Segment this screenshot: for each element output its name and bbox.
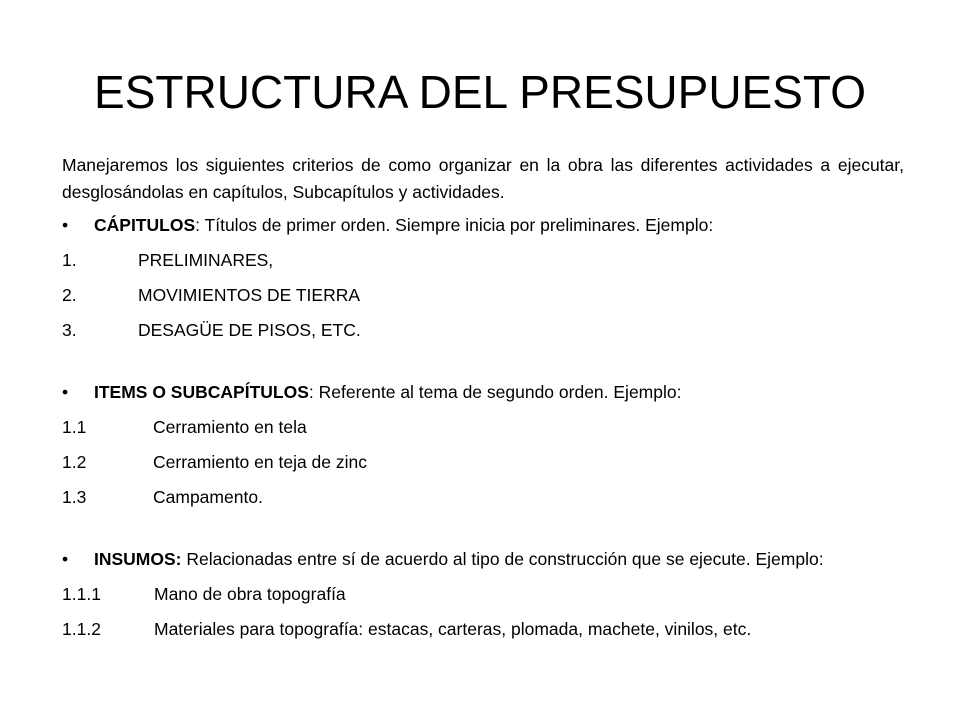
- item-label: Campamento.: [153, 487, 263, 507]
- slide-body: [62, 152, 904, 651]
- bullet-heading: CÁPITULOS: [94, 215, 196, 235]
- item-label: Cerramiento en tela: [153, 417, 307, 437]
- item-label: PRELIMINARES,: [138, 250, 274, 270]
- spacer: [62, 519, 904, 546]
- item-label: Mano de obra topografía: [154, 584, 346, 604]
- item-number: 1.2: [62, 452, 87, 472]
- bullet-icon: •: [62, 215, 69, 235]
- list-item: [62, 414, 904, 441]
- item-label: Cerramiento en teja de zinc: [153, 452, 367, 472]
- bullet-items-subcapitulos: [62, 379, 904, 406]
- list-item: [62, 317, 904, 344]
- item-number: 1.3: [62, 487, 87, 507]
- item-number: 1.1.1: [62, 584, 101, 604]
- bullet-icon: •: [62, 549, 69, 569]
- bullet-text: Relacionadas entre sí de acuerdo al tipo de construcción que se ejecute. Ejemplo:: [181, 549, 824, 569]
- list-item: [62, 484, 904, 511]
- list-item: [62, 616, 904, 643]
- item-number: 1.: [62, 250, 77, 270]
- bullet-capitulos: [62, 212, 904, 239]
- item-number: 1.1.2: [62, 619, 101, 639]
- bullet-text: : Títulos de primer orden. Siempre inicia por preliminares. Ejemplo:: [195, 215, 714, 235]
- bullet-heading: ITEMS O SUBCAPÍTULOS: [94, 382, 309, 402]
- list-item: [62, 247, 904, 274]
- list-item: [62, 581, 904, 608]
- item-number: 3.: [62, 320, 77, 340]
- spacer: [62, 352, 904, 379]
- intro-paragraph: Manejaremos los siguientes criterios de como organizar en la obra las diferentes actividades a ejecutar, desglosándolas en capítulos, Subcapítulos y actividades.: [62, 155, 904, 202]
- bullet-icon: •: [62, 382, 69, 402]
- item-label: DESAGÜE DE PISOS, ETC.: [138, 320, 361, 340]
- bullet-heading: INSUMOS:: [94, 549, 182, 569]
- list-item: [62, 282, 904, 309]
- bullet-text: : Referente al tema de segundo orden. Ejemplo:: [308, 382, 682, 402]
- item-number: 1.1: [62, 417, 87, 437]
- list-item: [62, 449, 904, 476]
- item-label: MOVIMIENTOS DE TIERRA: [138, 285, 361, 305]
- item-label: Materiales para topografía: estacas, carteras, plomada, machete, vinilos, etc.: [154, 619, 752, 639]
- slide-title: ESTRUCTURA DEL PRESUPUESTO: [94, 66, 866, 118]
- item-number: 2.: [62, 285, 77, 305]
- bullet-insumos: [62, 546, 904, 573]
